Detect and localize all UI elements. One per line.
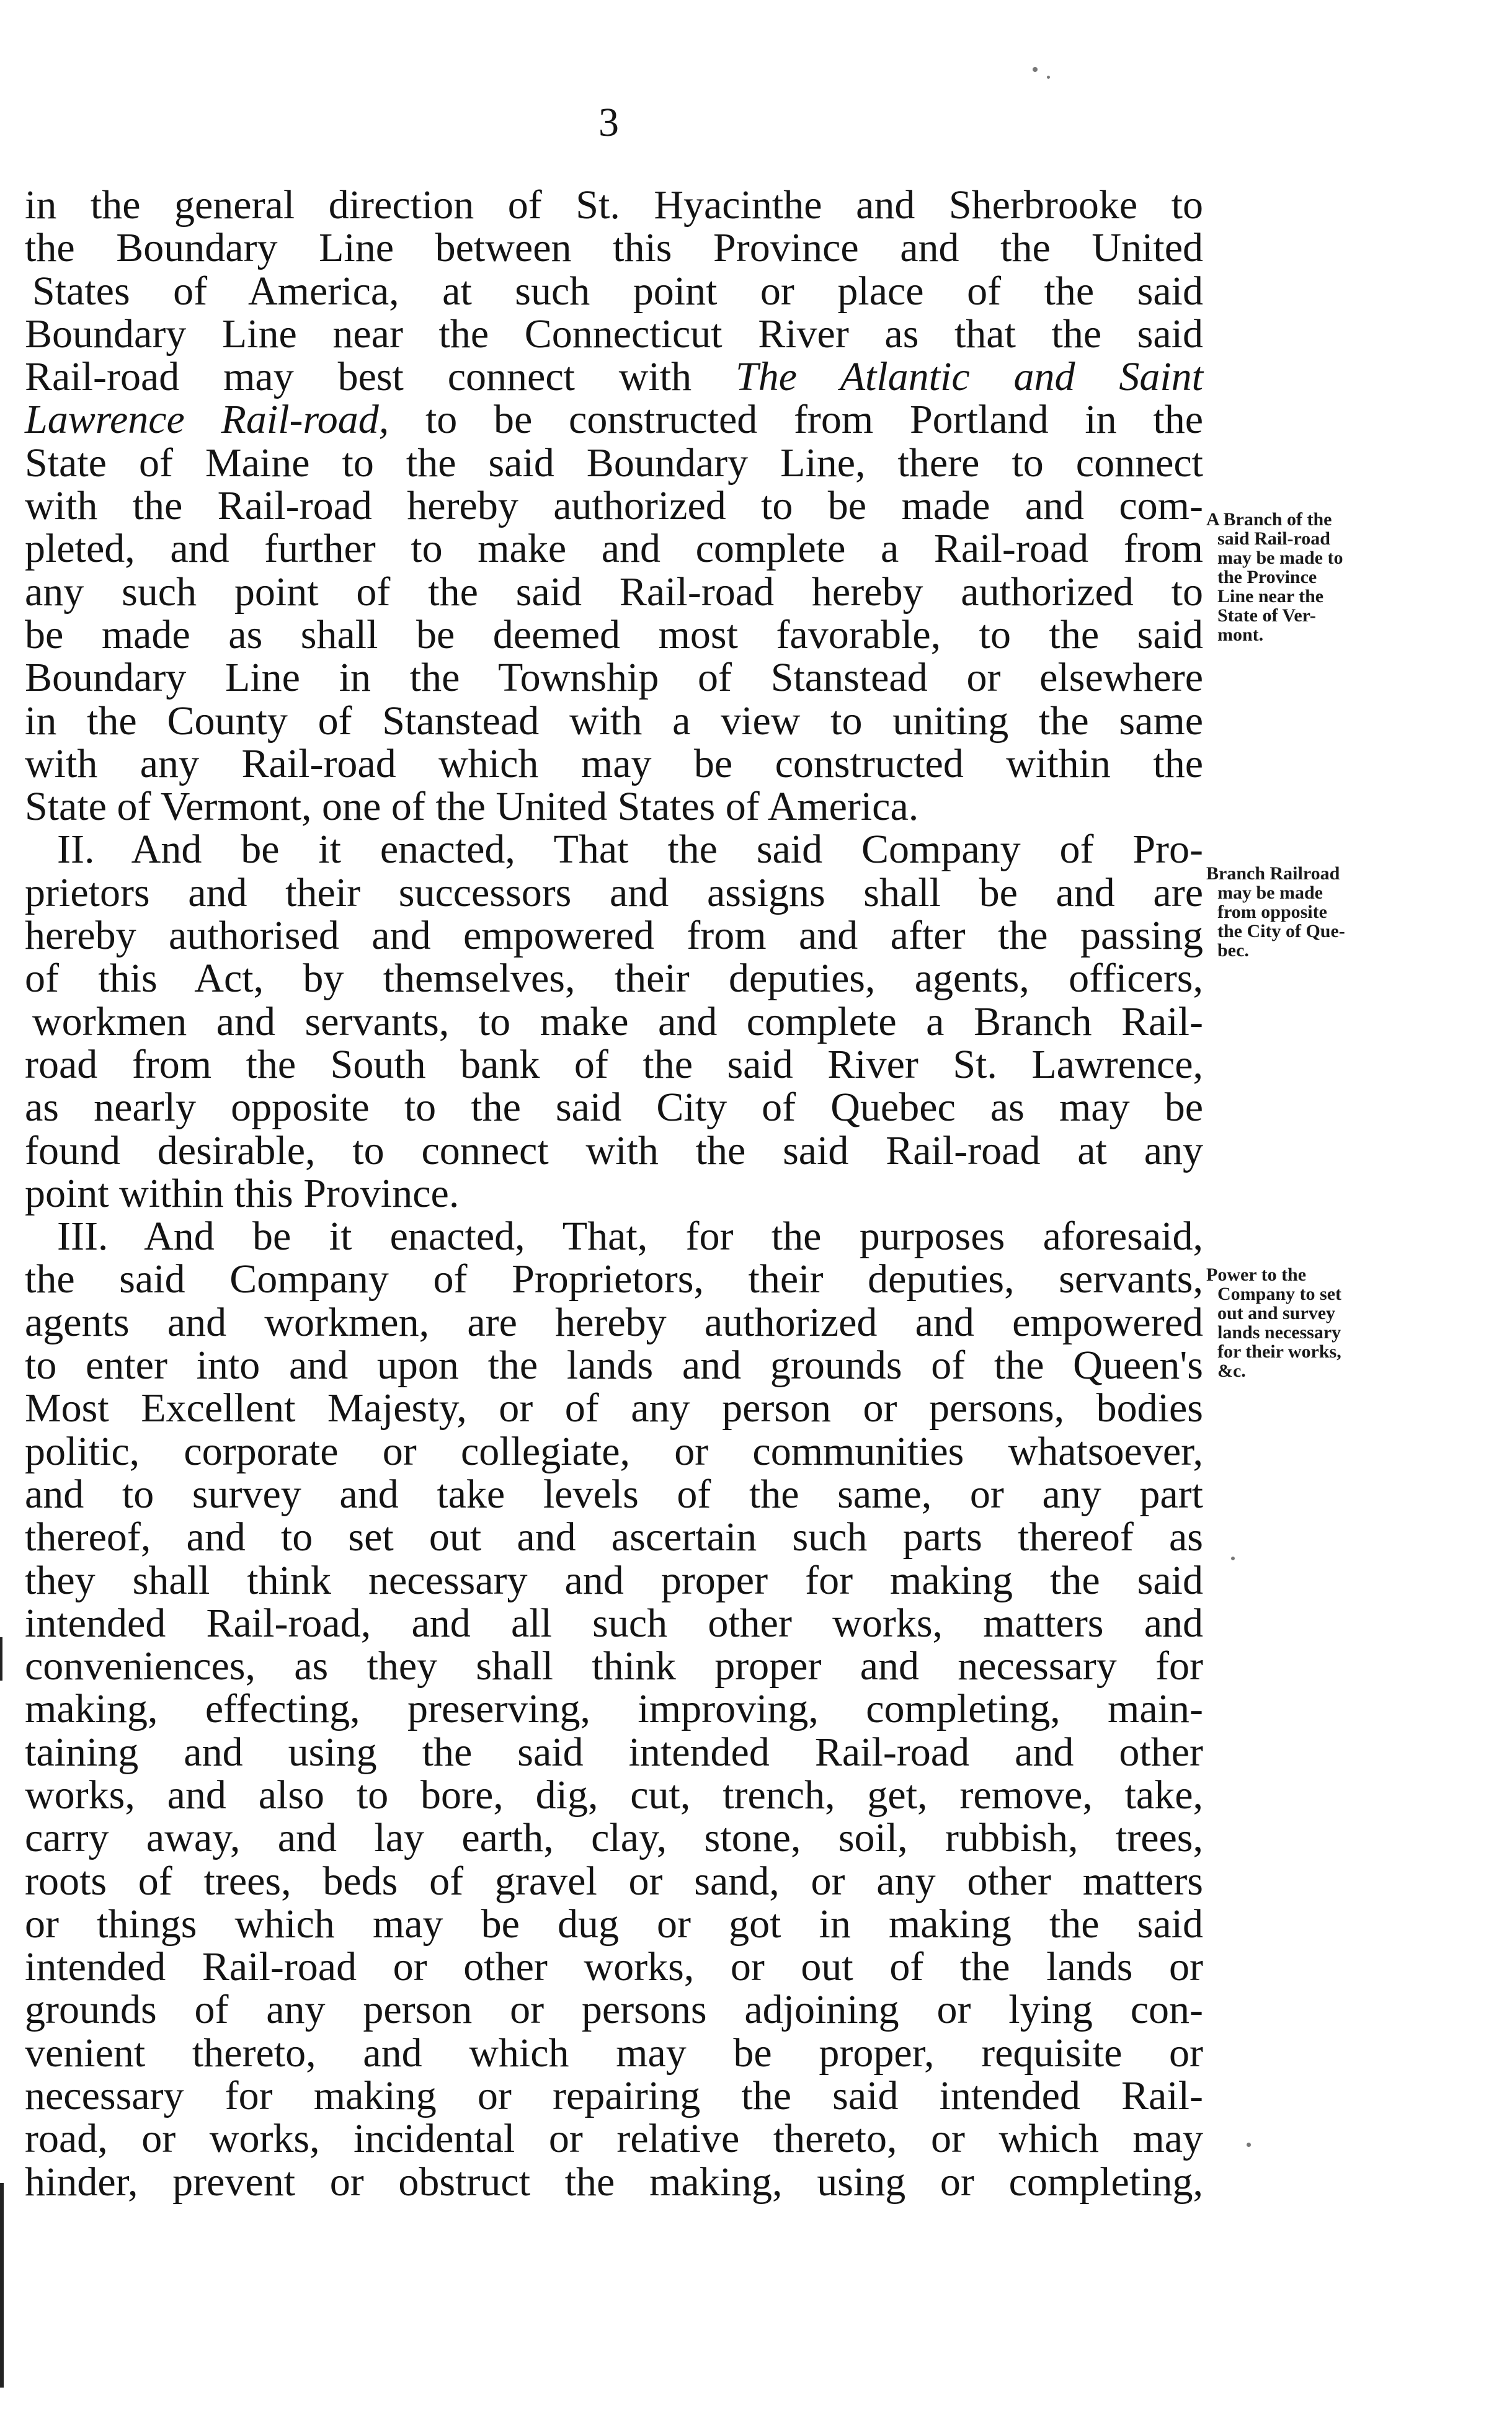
scan-speck xyxy=(1047,76,1050,79)
body-line: making, effecting, preserving, improving, completing, main- xyxy=(25,1686,1203,1732)
body-line: State of Maine to the said Boundary Line, there to connect xyxy=(25,440,1203,486)
body-line: carry away, and lay earth, clay, stone, soil, rubbish, trees, xyxy=(25,1815,1203,1861)
body-line: and to survey and take levels of the same, or any part xyxy=(25,1471,1203,1517)
body-line: they shall think necessary and proper for making the said xyxy=(25,1557,1203,1603)
margin-note-power-to-survey xyxy=(1206,1265,1473,1380)
body-line: taining and using the said intended Rail-road and other xyxy=(25,1729,1203,1775)
body-line: prietors and their successors and assigns shall be and are xyxy=(25,869,1203,915)
body-line: hereby authorised and empowered from and after the passing xyxy=(25,913,1203,959)
body-line: grounds of any person or persons adjoining or lying con- xyxy=(25,1987,1203,2033)
body-line: in the general direction of St. Hyacinthe and Sherbrooke to xyxy=(25,182,1203,228)
body-line: Lawrence Rail-road, to be constructed from Portland in the xyxy=(25,397,1203,443)
body-line: as nearly opposite to the said City of Quebec as may be xyxy=(25,1085,1203,1131)
body-line: Most Excellent Majesty, or of any person or persons, bodies xyxy=(25,1385,1203,1431)
body-line: to enter into and upon the lands and grounds of the Queen's xyxy=(25,1343,1203,1389)
margin-note-line: may be made xyxy=(1217,882,1323,903)
body-line: or things which may be dug or got in making the said xyxy=(25,1901,1203,1947)
body-line: pleted, and further to make and complete a Rail-road from xyxy=(25,526,1203,572)
body-line: intended Rail-road or other works, or out of the lands or xyxy=(25,1944,1203,1990)
margin-note-line: said Rail-road xyxy=(1217,528,1330,549)
margin-note-line: Branch Railroad xyxy=(1206,863,1340,884)
body-line: Boundary Line near the Connecticut River as that the said xyxy=(25,311,1203,357)
body-line: road, or works, incidental or relative thereto, or which may xyxy=(25,2116,1203,2162)
body-line: road from the South bank of the said River St. Lawrence, xyxy=(25,1041,1203,1087)
margin-note-line: bec. xyxy=(1217,940,1249,961)
body-line: intended Rail-road, and all such other works, matters and xyxy=(25,1600,1203,1646)
scan-speck xyxy=(1247,2143,1251,2147)
page-number: 3 xyxy=(598,100,619,145)
body-line: States of America, at such point or place of the said xyxy=(32,268,1203,314)
margin-note-line: Line near the xyxy=(1217,586,1324,607)
body-line: III. And be it enacted, That, for the purposes aforesaid, xyxy=(57,1214,1203,1260)
body-line: found desirable, to connect with the said Rail-road at any xyxy=(25,1127,1203,1173)
body-line: Boundary Line in the Township of Stanstead or elsewhere xyxy=(25,655,1203,701)
body-line: works, and also to bore, dig, cut, trench, get, remove, take, xyxy=(25,1772,1203,1818)
margin-note-line: may be made to xyxy=(1217,548,1343,568)
body-line: be made as shall be deemed most favorable, to the said xyxy=(25,611,1203,657)
body-line: agents and workmen, are hereby authorized and empowered xyxy=(25,1299,1203,1345)
margin-note-line: State of Ver- xyxy=(1217,605,1316,626)
body-line: venient thereto, and which may be proper, requisite or xyxy=(25,2030,1203,2076)
margin-note-line: mont. xyxy=(1217,624,1264,645)
body-line: of this Act, by themselves, their deputies, agents, officers, xyxy=(25,956,1203,1002)
body-line: II. And be it enacted, That the said Company of Pro- xyxy=(57,827,1203,873)
margin-note-line: Company to set xyxy=(1217,1284,1341,1304)
body-line: conveniences, as they shall think proper and necessary for xyxy=(25,1643,1203,1689)
body-line: politic, corporate or collegiate, or communities whatsoever, xyxy=(25,1428,1203,1474)
margin-note-line: Power to the xyxy=(1206,1264,1307,1285)
margin-note-line: for their works, xyxy=(1217,1341,1341,1362)
margin-note-branch-opposite-quebec xyxy=(1206,864,1473,960)
body-line: Rail-road may best connect with The Atlantic and Saint xyxy=(25,354,1203,400)
margin-note-line: &c. xyxy=(1217,1361,1246,1381)
body-line: point within this Province. xyxy=(25,1170,460,1216)
margin-note-line: the City of Que- xyxy=(1217,921,1345,941)
margin-note-line: the Province xyxy=(1217,567,1317,587)
body-line: in the County of Stanstead with a view to uniting the same xyxy=(25,698,1203,744)
body-line: necessary for making or repairing the said intended Rail- xyxy=(25,2073,1203,2119)
margin-note-line: lands necessary xyxy=(1217,1322,1341,1343)
body-line: the Boundary Line between this Province and the United xyxy=(25,225,1203,271)
body-line: any such point of the said Rail-road hereby authorized to xyxy=(25,569,1203,615)
margin-note-line: from opposite xyxy=(1217,902,1327,922)
body-line: roots of trees, beds of gravel or sand, or any other matters xyxy=(25,1858,1203,1904)
body-line: State of Vermont, one of the United States of America. xyxy=(25,784,919,830)
scan-speck xyxy=(1231,1557,1235,1560)
body-line: workmen and servants, to make and complete a Branch Rail- xyxy=(32,998,1203,1044)
scan-edge-mark xyxy=(0,1637,2,1681)
body-line: with the Rail-road hereby authorized to be made and com- xyxy=(25,483,1203,529)
scan-edge-mark xyxy=(0,2183,4,2388)
scan-speck xyxy=(1033,67,1038,72)
margin-note-line: A Branch of the xyxy=(1206,509,1332,530)
body-line: hinder, prevent or obstruct the making, using or completing, xyxy=(25,2159,1203,2205)
body-text xyxy=(25,184,1203,2203)
body-line: the said Company of Proprietors, their deputies, servants, xyxy=(25,1256,1203,1302)
margin-note-line: out and survey xyxy=(1217,1303,1336,1323)
body-line: thereof, and to set out and ascertain such parts thereof as xyxy=(25,1514,1203,1560)
margin-note-branch-to-vermont xyxy=(1206,510,1473,644)
body-line: with any Rail-road which may be constructed within the xyxy=(25,740,1203,786)
